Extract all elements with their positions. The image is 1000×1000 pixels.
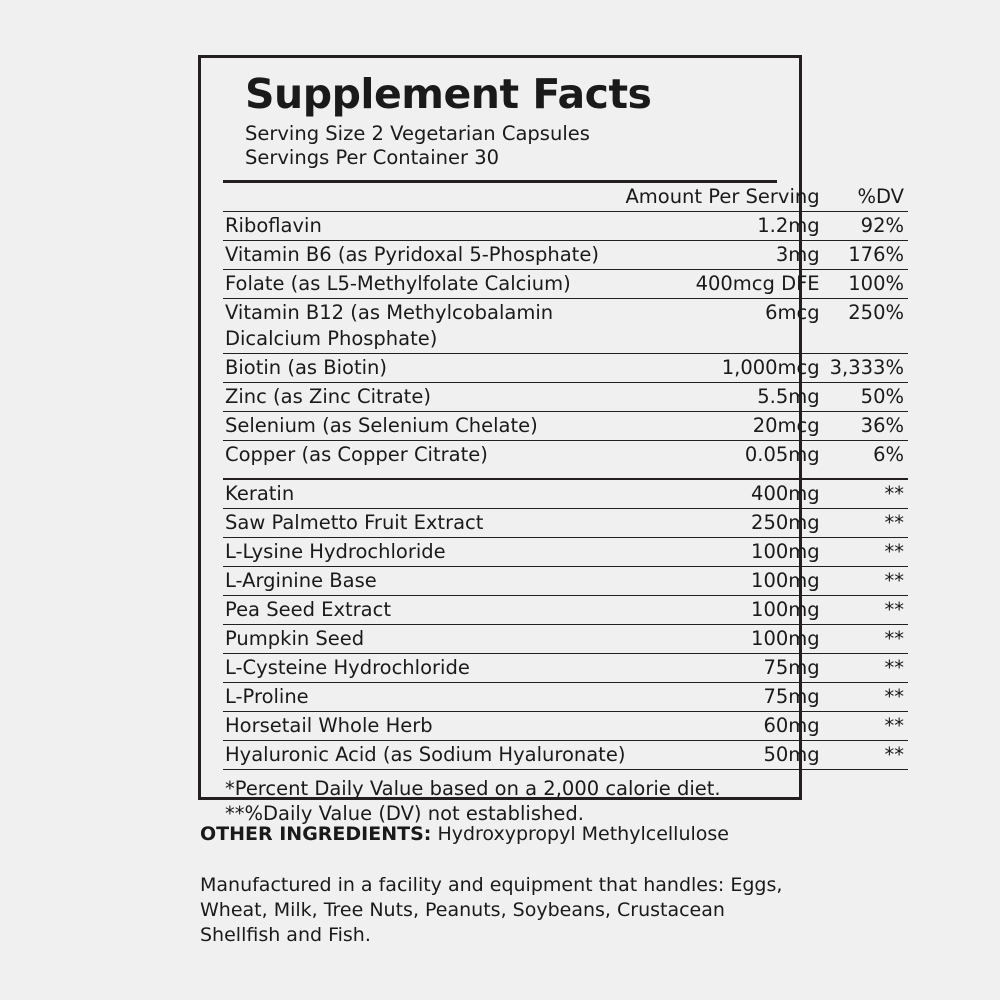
table-row: [223, 411, 908, 440]
blend-amount: 100mg: [625, 595, 829, 624]
table-row: [223, 240, 908, 269]
blend-amount: 75mg: [625, 682, 829, 711]
blend-amount: 250mg: [625, 508, 829, 537]
table-row: [223, 440, 908, 469]
blend-dv: **: [830, 711, 908, 740]
table-row: [223, 624, 908, 653]
blend-name: L-Arginine Base: [223, 566, 625, 595]
blend-dv: **: [830, 508, 908, 537]
table-row: [223, 682, 908, 711]
nutrient-name-continued: Dicalcium Phosphate): [223, 327, 625, 354]
nutrient-dv: 176%: [830, 240, 908, 269]
nutrient-amount: 20mcg: [625, 411, 829, 440]
serving-size: Serving Size 2 Vegetarian Capsules: [245, 122, 590, 146]
supplement-facts-panel: [198, 55, 904, 825]
below-panel-text: [200, 822, 810, 948]
allergen-statement: Manufactured in a facility and equipment that handles: Eggs, Wheat, Milk, Tree Nuts, Peanuts, Soybeans, Crustacean Shellfish and Fish.: [200, 874, 783, 947]
table-row: [223, 653, 908, 682]
table-row: [223, 353, 908, 382]
nutrient-dv: 92%: [830, 211, 908, 240]
footnote-not-established: **%Daily Value (DV) not established.: [225, 801, 584, 825]
nutrient-dv: 50%: [830, 382, 908, 411]
divider-cell: [625, 469, 829, 479]
blend-amount: 75mg: [625, 653, 829, 682]
nutrient-dv: 3,333%: [830, 353, 908, 382]
blend-amount: 60mg: [625, 711, 829, 740]
table-row: [223, 711, 908, 740]
nutrient-dv-blank: [830, 327, 908, 354]
divider-blend: [223, 469, 908, 479]
blend-dv: **: [830, 653, 908, 682]
nutrient-name: Folate (as L5-Methylfolate Calcium): [223, 269, 625, 298]
blend-dv: **: [830, 740, 908, 769]
table-row: [223, 595, 908, 624]
blend-dv: **: [830, 479, 908, 509]
page-title: Supplement Facts: [245, 70, 652, 118]
blend-name: Saw Palmetto Fruit Extract: [223, 508, 625, 537]
nutrient-amount: 5.5mg: [625, 382, 829, 411]
table-row: [223, 537, 908, 566]
table-header-row: [223, 183, 908, 212]
blend-dv: **: [830, 624, 908, 653]
other-ingredients-label: OTHER INGREDIENTS:: [200, 823, 432, 845]
blend-amount: 50mg: [625, 740, 829, 769]
blend-name: Keratin: [223, 479, 625, 509]
nutrient-name: Copper (as Copper Citrate): [225, 442, 488, 466]
nutrient-amount: 1,000mcg: [625, 353, 829, 382]
nutrient-amount: 0.05mg: [744, 442, 820, 466]
other-ingredients-value: Hydroxypropyl Methylcellulose: [437, 823, 729, 845]
blend-name: Pea Seed Extract: [223, 595, 625, 624]
nutrient-name: Vitamin B6 (as Pyridoxal 5-Phosphate): [223, 240, 625, 269]
blend-name: Horsetail Whole Herb: [223, 711, 625, 740]
table-row: [223, 740, 908, 769]
divider-cell: [223, 469, 625, 479]
blend-name: L-Proline: [223, 682, 625, 711]
blend-name: Hyaluronic Acid (as Sodium Hyaluronate): [223, 740, 625, 769]
nutrient-amount: 6mcg: [765, 300, 820, 324]
blend-amount: 100mg: [625, 566, 829, 595]
nutrient-amount: 1.2mg: [625, 211, 829, 240]
nutrient-name: Vitamin B12 (as Methylcobalamin: [225, 300, 554, 324]
table-row: [223, 298, 908, 327]
nutrient-dv: 6%: [873, 442, 904, 466]
blend-dv: **: [830, 595, 908, 624]
table-row: [223, 508, 908, 537]
nutrient-name: Riboflavin: [223, 211, 625, 240]
divider-cell: [830, 469, 908, 479]
nutrient-name: Zinc (as Zinc Citrate): [223, 382, 625, 411]
header-dv: %DV: [830, 183, 908, 212]
nutrient-amount: 400mcg DFE: [625, 269, 829, 298]
table-row: [223, 382, 908, 411]
nutrient-dv: 36%: [830, 411, 908, 440]
nutrient-name: Biotin (as Biotin): [223, 353, 625, 382]
nutrient-amount-blank: [625, 327, 829, 354]
blend-dv: **: [830, 566, 908, 595]
servings-per-container: Servings Per Container 30: [245, 146, 500, 170]
blend-name: L-Cysteine Hydrochloride: [223, 653, 625, 682]
table-row: [223, 269, 908, 298]
table-row: [223, 566, 908, 595]
blend-amount: 400mg: [625, 479, 829, 509]
table-row: [223, 479, 908, 509]
nutrient-dv: 100%: [830, 269, 908, 298]
footnote-daily-value: *Percent Daily Value based on a 2,000 calorie diet.: [225, 776, 721, 800]
nutrition-table: [223, 183, 908, 770]
blend-dv: **: [830, 537, 908, 566]
blend-dv: **: [830, 682, 908, 711]
blend-amount: 100mg: [625, 624, 829, 653]
other-ingredients-line: [200, 822, 810, 847]
nutrient-dv: 250%: [848, 300, 904, 324]
nutrient-amount: 3mg: [625, 240, 829, 269]
header-blank: [223, 183, 625, 212]
table-row-continuation: [223, 327, 908, 354]
blend-name: Pumpkin Seed: [223, 624, 625, 653]
table-row: [223, 211, 908, 240]
header-amount: Amount Per Serving: [625, 183, 829, 212]
blend-amount: 100mg: [625, 537, 829, 566]
nutrient-name: Selenium (as Selenium Chelate): [223, 411, 625, 440]
blend-name: L-Lysine Hydrochloride: [223, 537, 625, 566]
